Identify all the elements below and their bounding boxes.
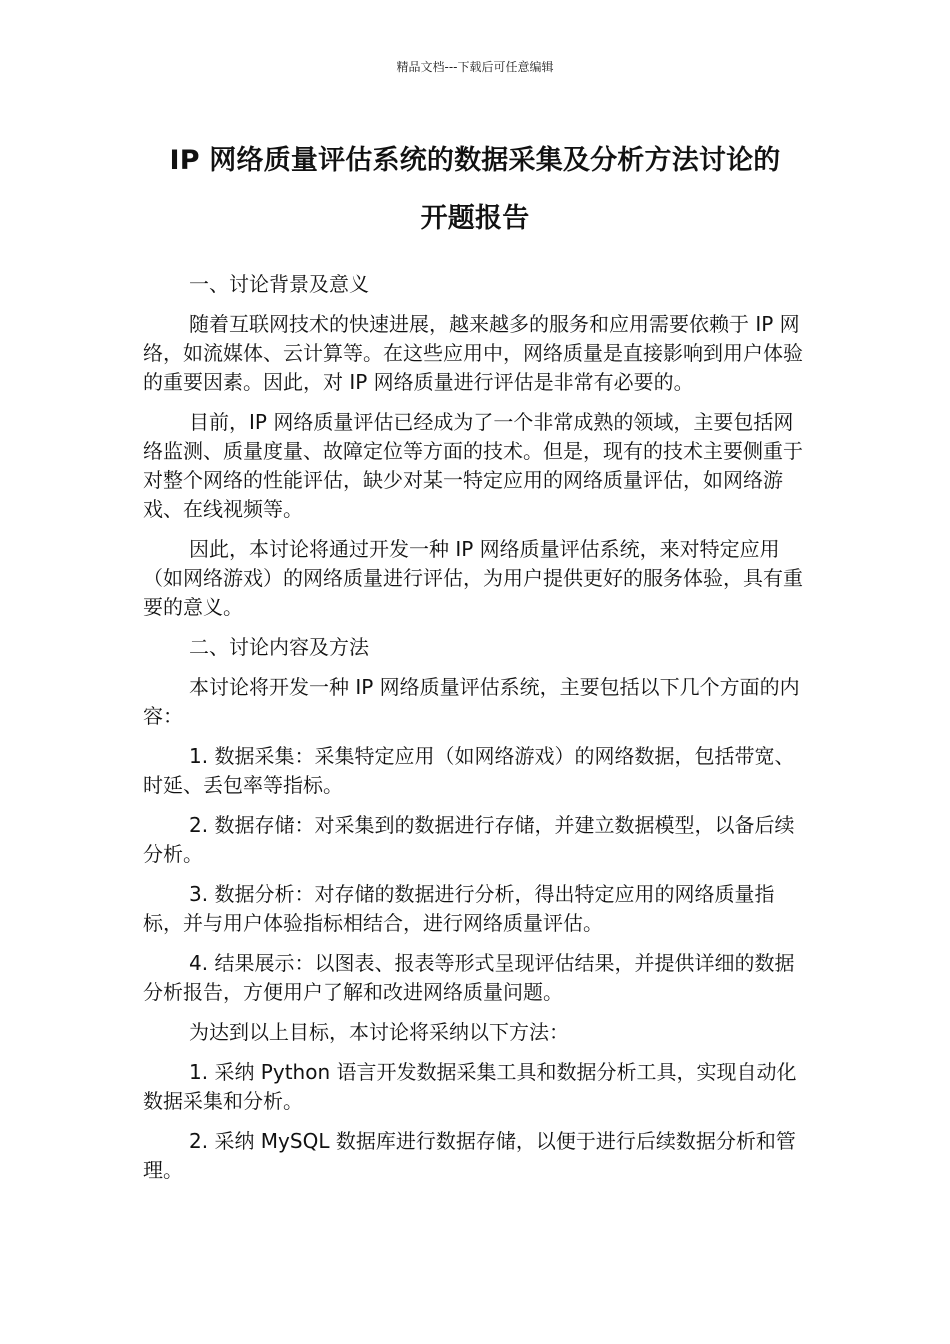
section-heading-content-method: 二、讨论内容及方法 xyxy=(189,635,369,659)
list-item-data-storage: 2. 数据存储：对采集到的数据进行存储，并建立数据模型，以备后续分析。 xyxy=(143,813,795,866)
paragraph-content-intro: 本讨论将开发一种 IP 网络质量评估系统，主要包括以下几个方面的内容： xyxy=(143,675,800,728)
paragraph-method-intro: 为达到以上目标，本讨论将采纳以下方法： xyxy=(189,1020,569,1044)
list-item-data-analysis: 3. 数据分析：对存储的数据进行分析，得出特定应用的网络质量指标，并与用户体验指标相结合，进行网络质量评估。 xyxy=(143,882,775,935)
document-title-line-1: IP 网络质量评估系统的数据采集及分析方法讨论的 xyxy=(169,145,781,176)
section-heading-background: 一、讨论背景及意义 xyxy=(189,272,369,296)
list-item-method-python: 1. 采纳 Python 语言开发数据采集工具和数据分析工具，实现自动化数据采集和分析。 xyxy=(143,1060,797,1113)
document-title-line-2: 开题报告 xyxy=(420,203,530,234)
paragraph-background-3: 因此，本讨论将通过开发一种 IP 网络质量评估系统，来对特定应用（如网络游戏）的网络质量进行评估，为用户提供更好的服务体验，具有重要的意义。 xyxy=(143,537,803,619)
paragraph-background-1: 随着互联网技术的快速进展，越来越多的服务和应用需要依赖于 IP 网络，如流媒体、云计算等。在这些应用中，网络质量是直接影响到用户体验的重要因素。因此，对 IP 网络质量进行评估是非常有必要的。 xyxy=(143,312,803,394)
paragraph-background-2: 目前，IP 网络质量评估已经成为了一个非常成熟的领域，主要包括网络监测、质量度量、故障定位等方面的技术。但是，现有的技术主要侧重于对整个网络的性能评估，缺少对某一特定应用的网络质量评估，如网络游戏、在线视频等。 xyxy=(143,410,803,521)
list-item-method-mysql: 2. 采纳 MySQL 数据库进行数据存储，以便于进行后续数据分析和管理。 xyxy=(143,1129,796,1182)
list-item-data-collection: 1. 数据采集：采集特定应用（如网络游戏）的网络数据，包括带宽、时延、丢包率等指标。 xyxy=(143,744,795,797)
header-note: 精品文档---下载后可任意编辑 xyxy=(396,60,554,74)
document-body xyxy=(143,270,808,1185)
list-item-result-display: 4. 结果展示：以图表、报表等形式呈现评估结果，并提供详细的数据分析报告，方便用户了解和改进网络质量问题。 xyxy=(143,951,795,1004)
